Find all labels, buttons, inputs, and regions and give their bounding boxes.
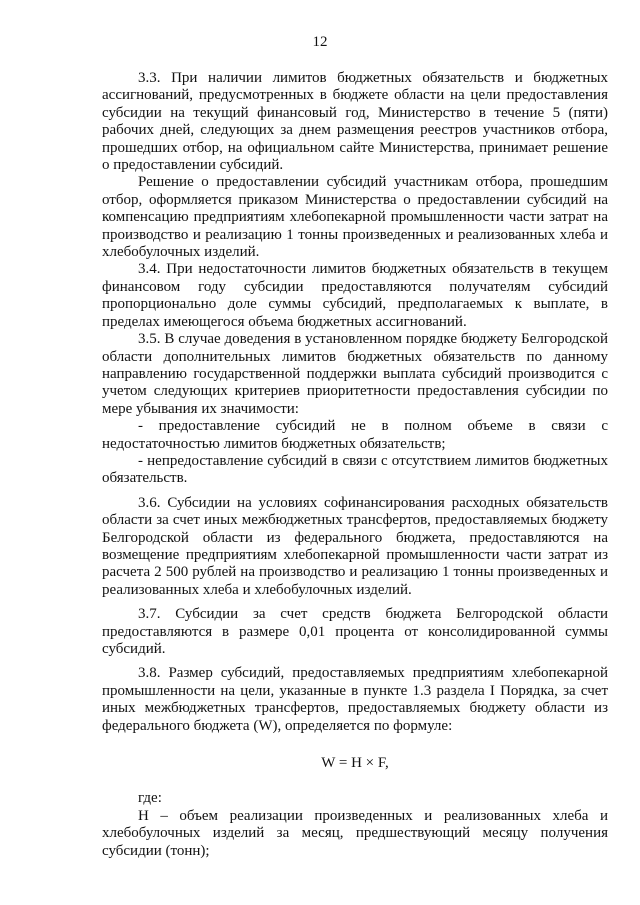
list-item-partial: - предоставление субсидий не в полном объеме в связи с недостаточностью лимитов бюджетных обязательств; bbox=[102, 418, 608, 452]
paragraph-decision: Решение о предоставлении субсидий участникам отбора, прошедшим отбор, оформляется приказом Министерства о предоставлении субсидий на компенсацию предприятиям хлебопекарной промышленности части затрат на производство и реализацию 1 тонны произведенных и реализованных хлеба и хлебобулочных изделий. bbox=[102, 174, 608, 261]
definition-h: Н – объем реализации произведенных и реализованных хлеба и хлебобулочных изделий за месяц, предшествующий месяцу получения субсидии (тонн); bbox=[102, 807, 608, 859]
paragraph-3-6: 3.6. Субсидии на условиях софинансирования расходных обязательств области за счет иных межбюджетных трансфертов, предоставляемых бюджету Белгородской области из федерального бюджета, предоставляются на возмещение предприятиям хлебопекарной промышленности части затрат из расчета 2 500 рублей на производство и реализацию 1 тонны произведенных и реализованных хлеба и хлебобулочных изделий. bbox=[102, 494, 608, 598]
document-body bbox=[102, 70, 608, 860]
formula: W = Н × F, bbox=[321, 755, 389, 772]
paragraph-3-7: 3.7. Субсидии за счет средств бюджета Белгородской области предоставляются в размере 0,01 процента от консолидированной суммы субсидий. bbox=[102, 606, 608, 657]
where-label: где: bbox=[138, 790, 162, 807]
page-number: 12 bbox=[312, 34, 328, 50]
paragraph-3-3: 3.3. При наличии лимитов бюджетных обязательств и бюджетных ассигнований, предусмотренных в бюджете области на цели предоставления субсидии на текущий финансовый год, Министерство в течение 5 (пяти) рабочих дней, следующих за днем размещения реестров участников отбора, прошедших отбор, на официальном сайте Министерства, принимает решение о предоставлении субсидий. bbox=[102, 70, 608, 174]
list-item-none: - непредоставление субсидий в связи с отсутствием лимитов бюджетных обязательств. bbox=[102, 452, 608, 487]
paragraph-3-8: 3.8. Размер субсидий, предоставляемых предприятиям хлебопекарной промышленности на цели, указанные в пункте 1.3 раздела I Порядка, за счет иных межбюджетных трансфертов, предоставляемых бюджету области из федерального бюджета (W), определяется по формуле: bbox=[102, 665, 608, 734]
paragraph-3-5: 3.5. В случае доведения в установленном порядке бюджету Белгородской области дополнительных лимитов бюджетных обязательств по данному направлению государственной поддержки выплата субсидий производится с учетом следующих критериев приоритетности предоставления субсидии по мере убывания их значимости: bbox=[102, 331, 608, 417]
paragraph-3-4: 3.4. При недостаточности лимитов бюджетных обязательств в текущем финансовом году субсидии предоставляются получателям субсидий пропорционально доле суммы субсидий, предполагаемых к выплате, в пределах имеющегося объема бюджетных ассигнований. bbox=[102, 261, 608, 330]
